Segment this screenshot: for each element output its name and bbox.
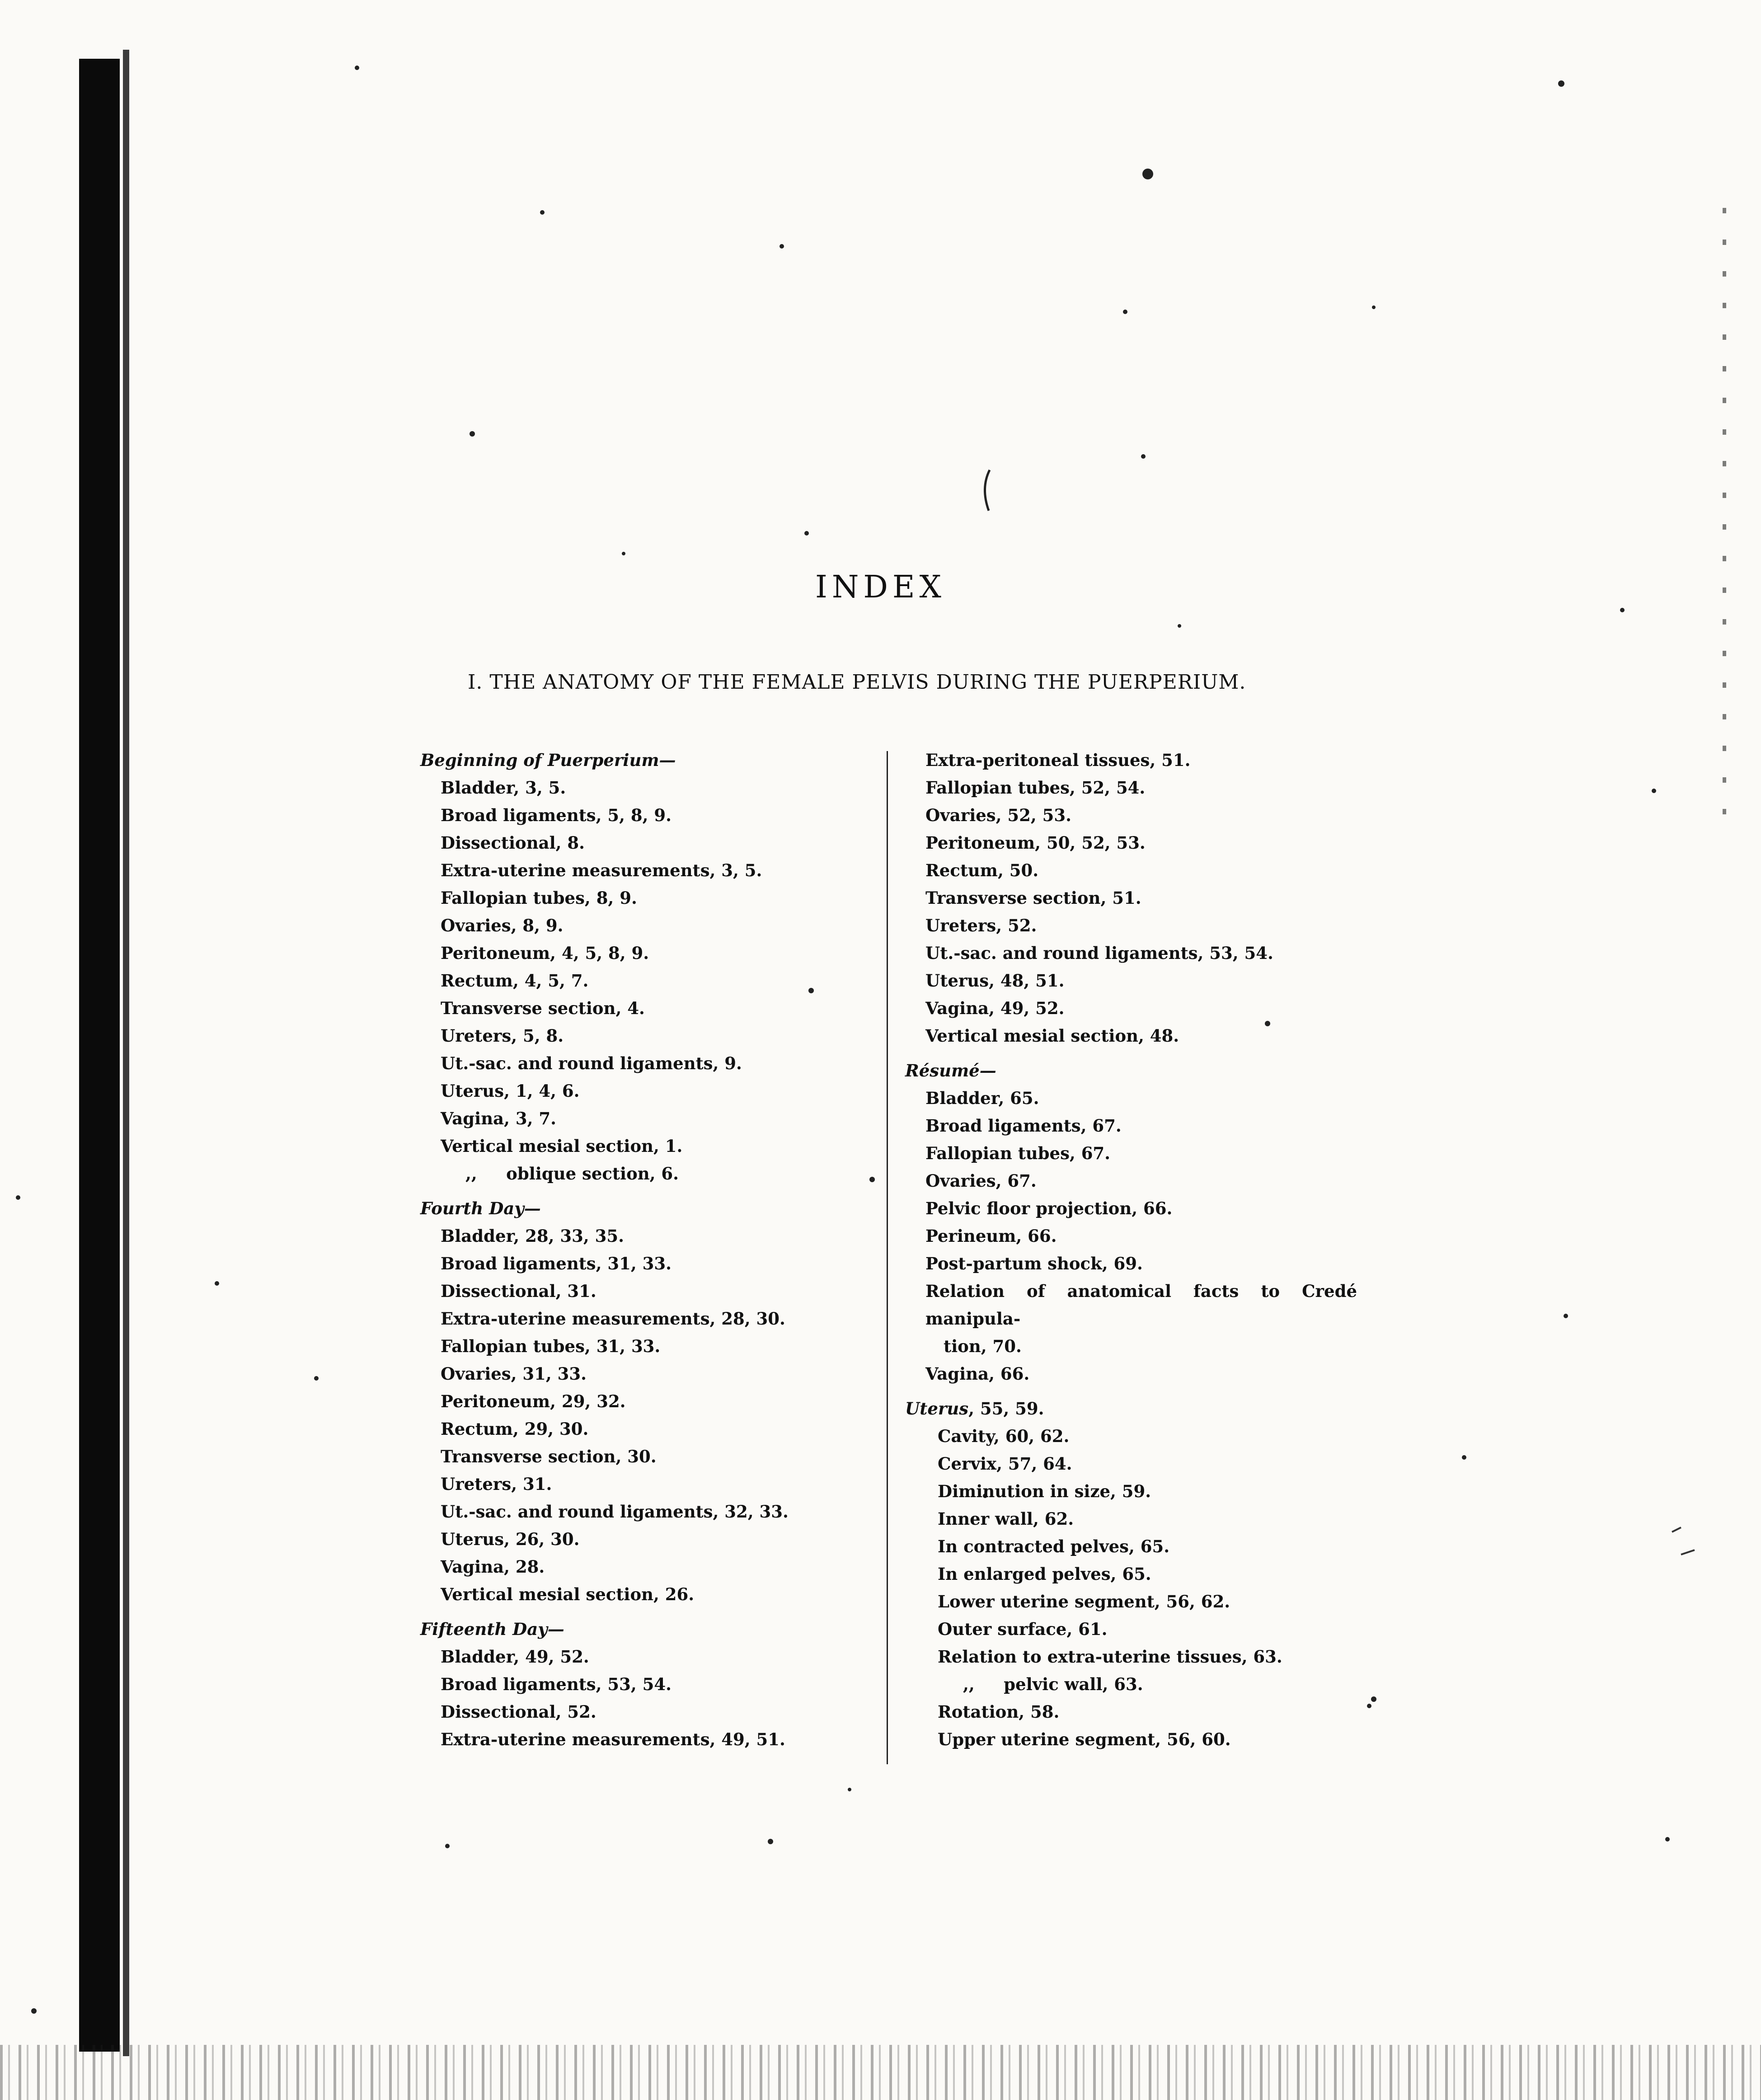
index-entry: Ovaries, 8, 9. xyxy=(441,916,564,935)
right-column xyxy=(905,747,1371,1753)
index-entry: Post-partum shock, 69. xyxy=(925,1254,1143,1273)
index-entry: Rectum, 50. xyxy=(925,860,1039,880)
index-entry: Vagina, 49, 52. xyxy=(925,998,1065,1018)
index-entry: Uterus, 26, 30. xyxy=(441,1529,580,1549)
index-entry: Vertical mesial section, 48. xyxy=(925,1026,1179,1046)
group-heading: Fifteenth Day— xyxy=(420,1619,564,1639)
index-entry: Uterus, 1, 4, 6. xyxy=(441,1081,580,1101)
index-entry: Perineum, 66. xyxy=(925,1226,1057,1246)
index-entry: Bladder, 49, 52. xyxy=(441,1647,589,1667)
group-heading: Fourth Day— xyxy=(420,1198,541,1218)
index-entry-wrapped xyxy=(905,1278,1357,1360)
index-entry: Relation to extra-uterine tissues, 63. xyxy=(938,1647,1282,1667)
index-entry: Fallopian tubes, 8, 9. xyxy=(441,888,637,908)
index-entry: Broad ligaments, 31, 33. xyxy=(441,1254,672,1273)
index-entry: Ureters, 52. xyxy=(925,916,1037,935)
group-beginning-of-puerperium xyxy=(420,747,872,1188)
index-entry: Vertical mesial section, 1. xyxy=(441,1136,683,1156)
index-entry: Dissectional, 52. xyxy=(441,1702,596,1722)
index-entry-ditto: ,, oblique section, 6. xyxy=(465,1164,679,1184)
index-entry: Rectum, 4, 5, 7. xyxy=(441,971,589,991)
index-entry: Broad ligaments, 53, 54. xyxy=(441,1674,672,1694)
index-entry: Fallopian tubes, 31, 33. xyxy=(441,1336,661,1356)
index-entry: Ovaries, 31, 33. xyxy=(441,1364,587,1384)
index-entry: Dissectional, 31. xyxy=(441,1281,596,1301)
index-entry: Cavity, 60, 62. xyxy=(938,1426,1070,1446)
index-entry: Broad ligaments, 5, 8, 9. xyxy=(441,805,672,825)
group-heading-pages: , 55, 59. xyxy=(968,1399,1044,1419)
group-heading-term: Uterus xyxy=(905,1399,969,1419)
index-entry: Transverse section, 51. xyxy=(925,888,1141,908)
index-entry: Uterus, 48, 51. xyxy=(925,971,1065,991)
index-entry: Upper uterine segment, 56, 60. xyxy=(938,1729,1231,1749)
index-entry: Rotation, 58. xyxy=(938,1702,1060,1722)
group-heading xyxy=(905,1395,1371,1423)
index-entry: Rectum, 29, 30. xyxy=(441,1419,589,1439)
column-divider xyxy=(887,751,888,1764)
index-entry: Bladder, 3, 5. xyxy=(441,778,566,798)
index-entry: Vertical mesial section, 26. xyxy=(441,1584,695,1604)
left-column xyxy=(420,747,872,1753)
index-entry: Ovaries, 67. xyxy=(925,1171,1037,1191)
index-entry: Bladder, 65. xyxy=(925,1088,1039,1108)
index-entry: Dissectional, 8. xyxy=(441,833,585,853)
index-entry: Peritoneum, 50, 52, 53. xyxy=(925,833,1146,853)
index-entry: Extra-uterine measurements, 28, 30. xyxy=(441,1309,785,1329)
index-entry-text: Relation of anatomical facts to Credé manipula- xyxy=(925,1281,1357,1329)
index-entry: Ureters, 31. xyxy=(441,1474,552,1494)
index-entry: In contracted pelves, 65. xyxy=(938,1536,1170,1556)
group-fourth-day xyxy=(420,1195,872,1608)
index-entry: Pelvic floor projection, 66. xyxy=(925,1198,1173,1218)
index-entry: Peritoneum, 4, 5, 8, 9. xyxy=(441,943,649,963)
group-heading: Résumé— xyxy=(905,1061,996,1081)
index-entry: Fallopian tubes, 67. xyxy=(925,1143,1111,1163)
section-heading: I. THE ANATOMY OF THE FEMALE PELVIS DURING THE PUERPERIUM. xyxy=(468,671,1246,694)
index-entry-ditto: ,, pelvic wall, 63. xyxy=(963,1674,1143,1694)
group-uterus xyxy=(905,1395,1371,1753)
index-entry: Fallopian tubes, 52, 54. xyxy=(925,778,1146,798)
index-entry: Cervix, 57, 64. xyxy=(938,1454,1072,1474)
group-heading: Beginning of Puerperium— xyxy=(420,750,676,770)
index-entry: Extra-uterine measurements, 3, 5. xyxy=(441,860,762,880)
index-entry-continuation: tion, 70. xyxy=(944,1336,1022,1356)
index-entry: Bladder, 28, 33, 35. xyxy=(441,1226,625,1246)
index-entry: Outer surface, 61. xyxy=(938,1619,1108,1639)
page-title: INDEX xyxy=(815,569,946,605)
index-entry: Vagina, 28. xyxy=(441,1557,545,1577)
index-entry: Inner wall, 62. xyxy=(938,1509,1074,1529)
index-entry: Vagina, 3, 7. xyxy=(441,1109,556,1128)
index-entry: Ut.-sac. and round ligaments, 32, 33. xyxy=(441,1502,789,1522)
index-entry: Transverse section, 30. xyxy=(441,1447,657,1466)
index-entry: Peritoneum, 29, 32. xyxy=(441,1391,626,1411)
group-fifteenth-day xyxy=(420,1616,872,1753)
index-entry: Ut.-sac. and round ligaments, 53, 54. xyxy=(925,943,1273,963)
group-resume xyxy=(905,1057,1371,1388)
index-entry: Broad ligaments, 67. xyxy=(925,1116,1122,1136)
index-entry: In enlarged pelves, 65. xyxy=(938,1564,1151,1584)
index-entry: Extra-uterine measurements, 49, 51. xyxy=(441,1729,785,1749)
index-entry: Ut.-sac. and round ligaments, 9. xyxy=(441,1053,742,1073)
index-entry: Diminution in size, 59. xyxy=(938,1481,1151,1501)
index-entry: Ovaries, 52, 53. xyxy=(925,805,1072,825)
index-entry: Extra-peritoneal tissues, 51. xyxy=(925,750,1191,770)
index-entry: Ureters, 5, 8. xyxy=(441,1026,564,1046)
index-entry: Transverse section, 4. xyxy=(441,998,645,1018)
group-fifteenth-day-continued xyxy=(905,747,1371,1050)
index-entry: Vagina, 66. xyxy=(925,1364,1030,1384)
index-entry: Lower uterine segment, 56, 62. xyxy=(938,1592,1230,1611)
